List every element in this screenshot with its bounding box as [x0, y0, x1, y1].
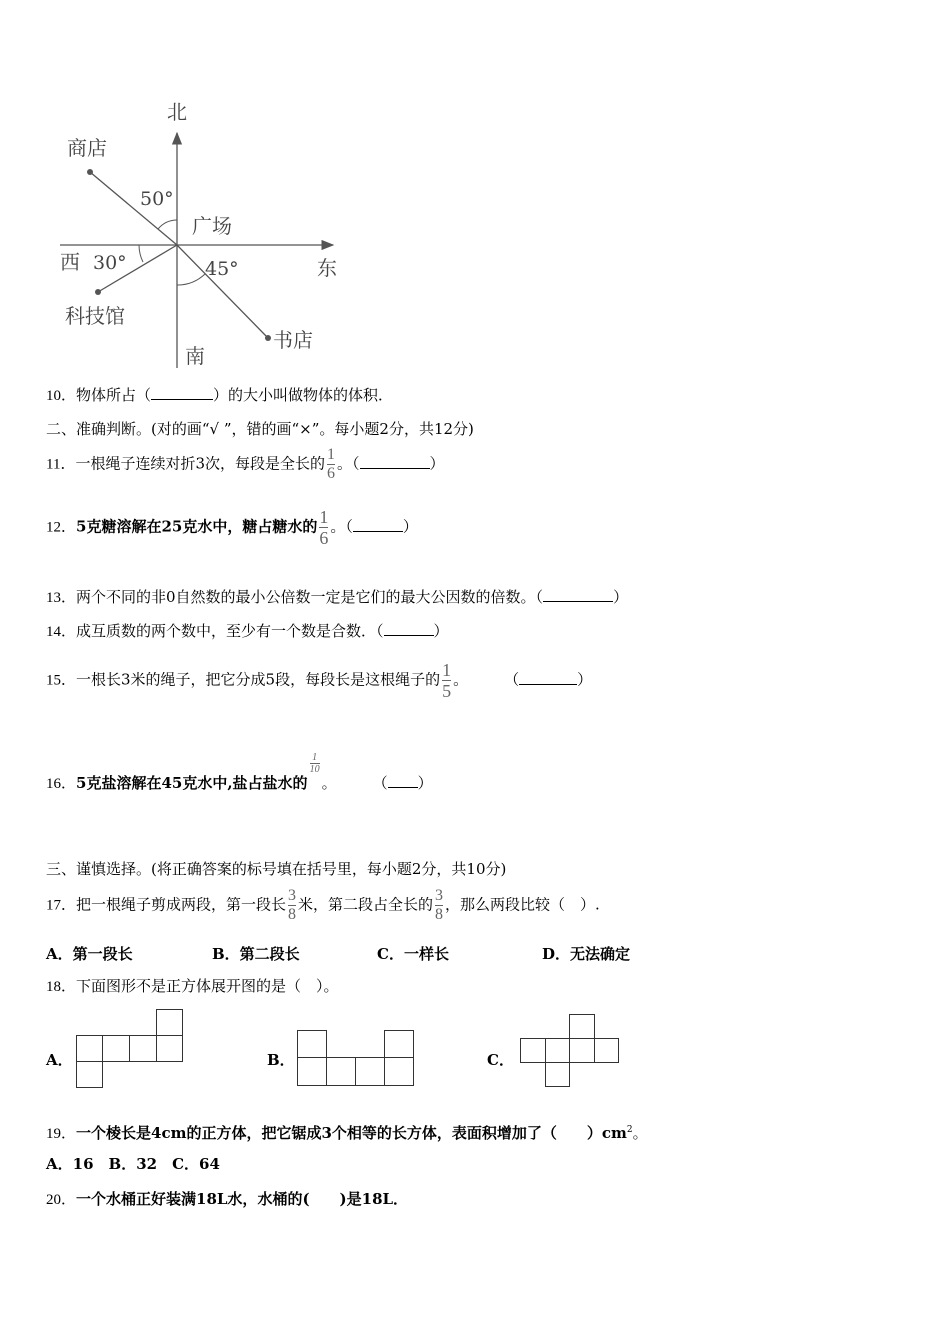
answer-blank[interactable] — [151, 385, 213, 400]
q18-option-a[interactable]: A． — [46, 1051, 73, 1069]
fraction: $\frac{1}{6}$ — [327, 446, 335, 482]
east-label: 东 — [317, 256, 337, 280]
question-19: 19．一个棱长是4cm的正方体，把它锯成3个相等的长方体，表面积增加了（ ）$cm^2$。 — [46, 1124, 648, 1142]
question-17: 17．把一根绳子剪成两段，第一段长 $\frac{3}{8}$ 米，第二段占全长的 $\frac{3}{8}$ ，那么两段比较（ ）. — [46, 887, 600, 923]
fraction: $\frac{3}{8}$ — [288, 887, 297, 923]
fraction: $\frac{3}{8}$ — [435, 887, 444, 923]
plaza-label: 广场 — [192, 214, 232, 238]
question-18: 18．下面图形不是正方体展开图的是（ ）。 — [46, 977, 339, 995]
question-12: 12．5克糖溶解在25克水中，糖占糖水的 $\frac{1}{6}$ 。（ ） — [46, 507, 418, 548]
question-16: 16．5克盐溶解在45克水中,盐占盐水的 $\frac{1}{10}$ 。 （ ） — [46, 752, 433, 792]
q17-option-c[interactable]: C．一样长 — [377, 945, 449, 963]
south-label: 南 — [185, 344, 205, 368]
answer-blank[interactable] — [353, 517, 403, 532]
question-20: 20．一个水桶正好装满18L水，水桶的( )是18L． — [46, 1190, 409, 1208]
answer-blank[interactable] — [360, 454, 430, 469]
section-2-heading: 二、准确判断。(对的画“√ ”，错的画“×”。每小题2分，共12分) — [46, 420, 474, 438]
question-10: 10．物体所占（ ）的大小叫做物体的体积． — [46, 386, 394, 404]
bookstore-label: 书店 — [273, 328, 313, 352]
net-b — [296, 1029, 418, 1089]
fraction: $\frac{1}{10}$ — [309, 752, 320, 775]
answer-blank[interactable] — [519, 670, 577, 685]
fraction: $\frac{1}{6}$ — [319, 507, 329, 548]
museum-label: 科技馆 — [65, 304, 125, 328]
fraction: $\frac{1}{5}$ — [442, 660, 452, 701]
q17-option-d[interactable]: D．无法确定 — [542, 945, 631, 963]
answer-blank[interactable] — [388, 773, 418, 788]
west-label: 西 — [60, 250, 80, 274]
angle-museum: 30° — [93, 252, 127, 274]
q17-option-b[interactable]: B．第二段长 — [212, 945, 300, 963]
compass-diagram — [55, 95, 355, 375]
section-3-heading: 三、谨慎选择。(将正确答案的标号填在括号里，每小题2分，共10分) — [46, 860, 507, 878]
angle-bookstore: 45° — [205, 258, 239, 280]
question-13: 13．两个不同的非0自然数的最小公倍数一定是它们的最大公因数的倍数。（ ） — [46, 588, 629, 606]
q17-option-a[interactable]: A．第一段长 — [46, 945, 133, 963]
shop-label: 商店 — [67, 136, 107, 160]
question-15: 15．一根长3米的绳子，把它分成5段，每段长是这根绳子的 $\frac{1}{5}$ 。 （ ） — [46, 660, 593, 701]
net-c — [519, 1013, 621, 1089]
q18-option-b[interactable]: B． — [267, 1051, 295, 1069]
north-label: 北 — [167, 100, 187, 124]
q19-options[interactable]: A．16 B．32 C．64 — [46, 1155, 220, 1173]
answer-blank[interactable] — [384, 621, 434, 636]
net-a — [76, 1009, 188, 1089]
angle-shop: 50° — [140, 188, 174, 210]
q18-option-c[interactable]: C． — [487, 1051, 514, 1069]
answer-blank[interactable] — [543, 587, 613, 602]
question-14: 14．成互质数的两个数中，至少有一个数是合数．（ ） — [46, 622, 449, 640]
question-11: 11．一根绳子连续对折3次，每段是全长的 $\frac{1}{6}$ 。（ ） — [46, 446, 445, 482]
